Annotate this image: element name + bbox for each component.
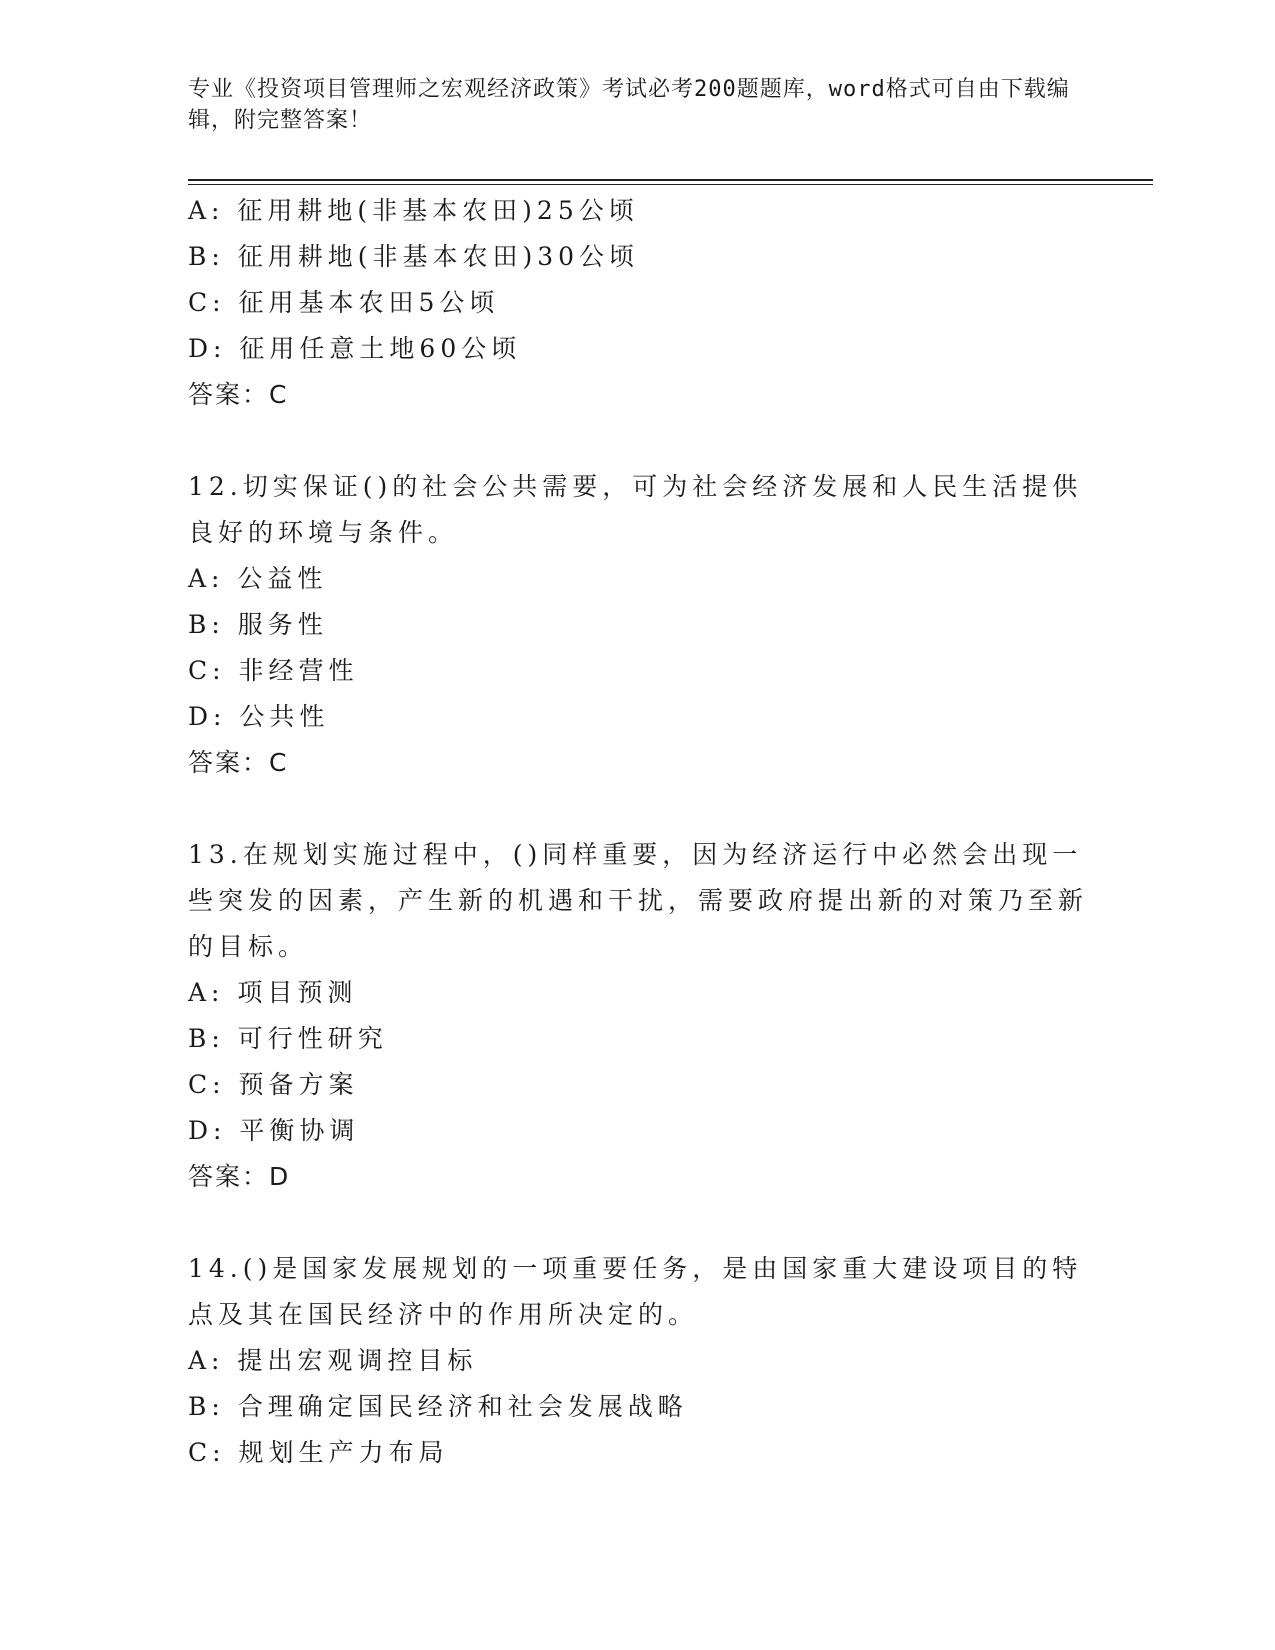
option-b: B: 可行性研究	[188, 1024, 388, 1053]
option-d: D: 征用任意土地60公顷	[188, 334, 522, 363]
option-c: C: 征用基本农田5公顷	[188, 288, 500, 317]
spacer	[188, 786, 1088, 832]
answer: 答案：C	[188, 748, 289, 777]
option-a: A: 公益性	[188, 564, 328, 593]
option-d: D: 公共性	[188, 702, 330, 731]
option-a: A: 项目预测	[188, 978, 358, 1007]
question-stem: 14.()是国家发展规划的一项重要任务，是由国家重大建设项目的特点及其在国民经济中的作用所决定的。	[188, 1254, 1083, 1329]
question-list	[188, 188, 1088, 1476]
option-d: D: 平衡协调	[188, 1116, 360, 1145]
header-divider-thick	[188, 179, 1153, 181]
question-11	[188, 188, 1088, 418]
option-c: C: 规划生产力布局	[188, 1438, 449, 1467]
document-header: 专业《投资项目管理师之宏观经济政策》考试必考200题题库，word格式可自由下载编辑，附完整答案！	[188, 77, 1070, 133]
question-stem: 12.切实保证()的社会公共需要，可为社会经济发展和人民生活提供良好的环境与条件。	[188, 472, 1083, 547]
option-c: C: 预备方案	[188, 1070, 359, 1099]
question-14	[188, 1246, 1088, 1476]
option-b: B: 服务性	[188, 610, 328, 639]
answer: 答案：D	[188, 1162, 291, 1191]
option-b: B: 合理确定国民经济和社会发展战略	[188, 1392, 688, 1421]
question-12	[188, 464, 1088, 786]
option-a: A: 征用耕地(非基本农田)25公顷	[188, 196, 639, 225]
option-c: C: 非经营性	[188, 656, 359, 685]
question-13	[188, 832, 1088, 1200]
answer: 答案：C	[188, 380, 289, 409]
header-divider-thin	[188, 184, 1153, 185]
option-a: A: 提出宏观调控目标	[188, 1346, 478, 1375]
spacer	[188, 418, 1088, 464]
option-b: B: 征用耕地(非基本农田)30公顷	[188, 242, 640, 271]
question-stem: 13.在规划实施过程中，()同样重要，因为经济运行中必然会出现一些突发的因素，产生新的机遇和干扰，需要政府提出新的对策乃至新的目标。	[188, 840, 1089, 961]
spacer	[188, 1200, 1088, 1246]
